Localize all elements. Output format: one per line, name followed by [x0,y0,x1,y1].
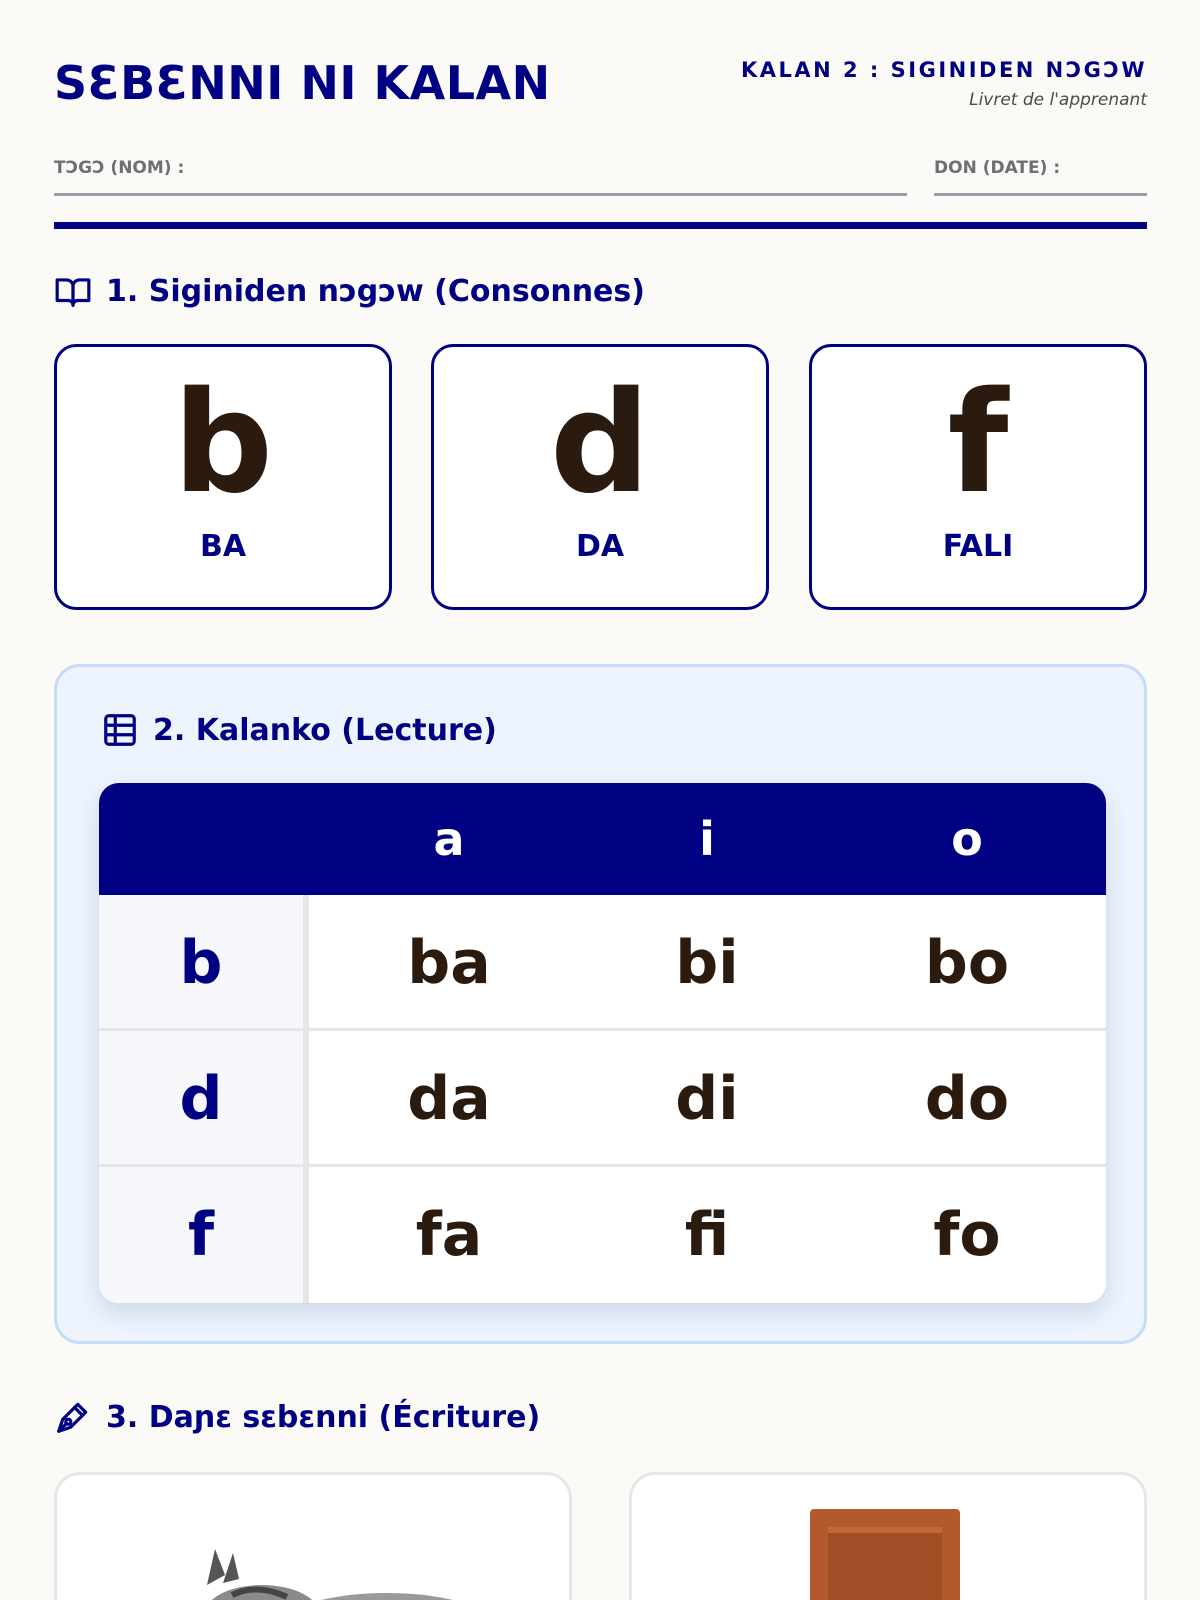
pen-icon [54,1398,92,1436]
row-header: f [99,1167,309,1303]
book-icon [54,272,92,310]
lesson-title: KALAN 2 : SIGINIDEN NƆGƆW [740,58,1147,82]
table-cell: bi [675,928,739,998]
section-consonants-label: 1. Siginiden nɔgɔw (Consonnes) [106,273,645,309]
table-cell: do [924,1064,1010,1134]
table-header [99,783,1106,895]
consonant-letter: d [549,362,651,525]
writing-card-door [629,1472,1147,1600]
name-field[interactable] [54,152,907,196]
table-cell: fa [415,1200,483,1270]
consonant-card-d [431,344,769,610]
consonant-word: DA [575,529,625,564]
writing-card-donkey [54,1472,572,1600]
date-field[interactable] [934,152,1147,196]
date-field-label: DON (DATE) : [934,158,1061,178]
section-reading-title [101,711,497,749]
page-title: SƐBƐNNI NI KALAN [54,56,551,110]
column-header: a [433,812,465,866]
table-cell: di [675,1064,739,1134]
consonant-card-b [54,344,392,610]
header [54,52,1147,122]
consonant-word: FALI [942,529,1014,564]
table-cell: fi [684,1200,730,1270]
section-consonants-title [54,272,645,310]
consonant-cards [54,344,1147,610]
door-image [632,1475,1147,1600]
row-header: d [99,1031,309,1164]
section-reading-label: 2. Kalanko (Lecture) [153,712,497,748]
table-row [99,895,1106,1031]
column-header: i [699,812,715,866]
table-cell: ba [407,928,491,998]
consonant-letter: b [172,362,274,525]
table-cell: bo [924,928,1010,998]
row-header: b [99,895,309,1028]
syllable-table [99,783,1106,1303]
reading-panel [54,664,1147,1344]
table-cell: fo [933,1200,1001,1270]
section-writing-title [54,1398,540,1436]
booklet-subtitle: Livret de l'apprenant [969,90,1147,110]
section-writing-label: 3. Daɲɛ sɛbɛnni (Écriture) [106,1399,541,1435]
name-field-label: TƆGƆ (NOM) : [54,158,185,178]
consonant-word: BA [199,529,247,564]
table-row [99,1031,1106,1167]
header-divider [54,222,1147,229]
consonant-card-f [809,344,1147,610]
table-cell: da [407,1064,491,1134]
worksheet-page [54,0,1147,1600]
table-row [99,1167,1106,1303]
consonant-letter: f [947,362,1009,525]
table-icon [101,711,139,749]
column-header: o [951,812,983,866]
donkey-image [57,1475,572,1600]
